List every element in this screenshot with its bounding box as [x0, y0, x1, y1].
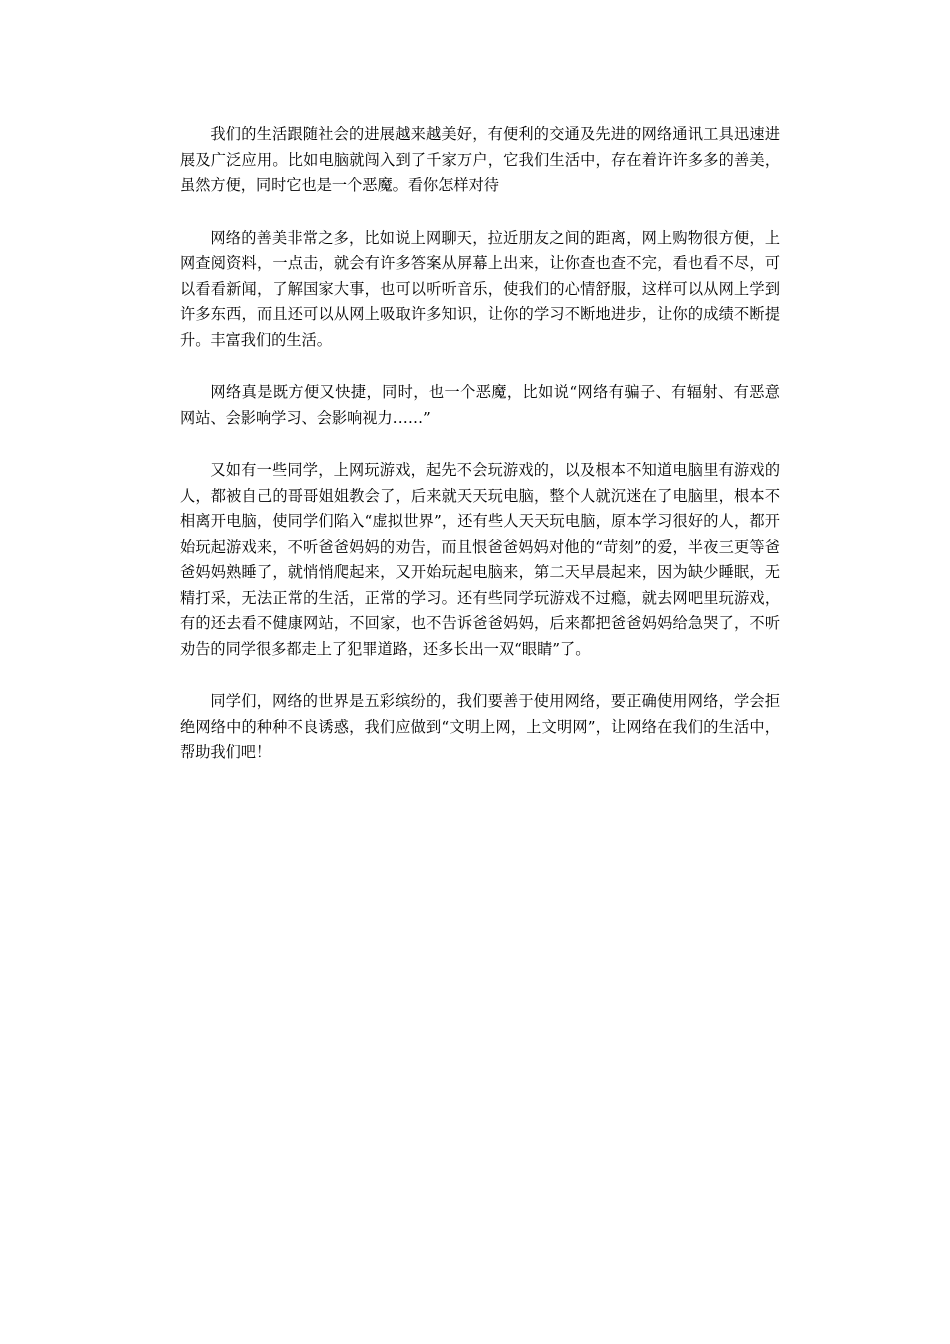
paragraph-conclusion: 同学们，网络的世界是五彩缤纷的，我们要善于使用网络，要正确使用网络，学会拒绝网络中的种种不良诱惑，我们应做到“文明上网，上文明网”，让网络在我们的生活中，帮助我们吧！: [180, 692, 780, 761]
document-body: [180, 122, 780, 793]
paragraph-intro: 我们的生活跟随社会的进展越来越美好，有便利的交通及先进的网络通讯工具迅速进展及广泛应用。比如电脑就闯入到了千家万户，它我们生活中，存在着许许多多的善美，虽然方便，同时它也是一个恶魔。看你怎样对待: [180, 125, 780, 194]
paragraph-gaming-example: 又如有一些同学，上网玩游戏，起先不会玩游戏的，以及根本不知道电脑里有游戏的人，都被自己的哥哥姐姐教会了，后来就天天玩电脑，整个人就沉迷在了电脑里，根本不相离开电脑，使同学们陷入“虚拟世界”，还有些人天天玩电脑，原本学习很好的人，都开始玩起游戏来，不听爸爸妈妈的劝告，而且恨爸爸妈妈对他的“苛刻”的爱，半夜三更等爸爸妈妈熟睡了，就悄悄爬起来，又开始玩起电脑来，第二天早晨起来，因为缺少睡眠，无精打采，无法正常的生活，正常的学习。还有些同学玩游戏不过瘾，就去网吧里玩游戏，有的还去看不健康网站，不回家，也不告诉爸爸妈妈，后来都把爸爸妈妈给急哭了，不听劝告的同学很多都走上了犯罪道路，还多长出一双“眼睛”了。: [180, 461, 780, 658]
paragraph-dangers: 网络真是既方便又快捷，同时，也一个恶魔，比如说“网络有骗子、有辐射、有恶意网站、会影响学习、会影响视力……”: [180, 383, 780, 427]
paragraph-benefits: 网络的善美非常之多，比如说上网聊天，拉近朋友之间的距离，网上购物很方便，上网查阅资料，一点击，就会有许多答案从屏幕上出来，让你查也查不完，看也看不尽，可以看看新闻，了解国家大事，也可以听听音乐，使我们的心情舒服，这样可以从网上学到许多东西，而且还可以从网上吸取许多知识，让你的学习不断地进步，让你的成绩不断提升。丰富我们的生活。: [180, 228, 780, 349]
